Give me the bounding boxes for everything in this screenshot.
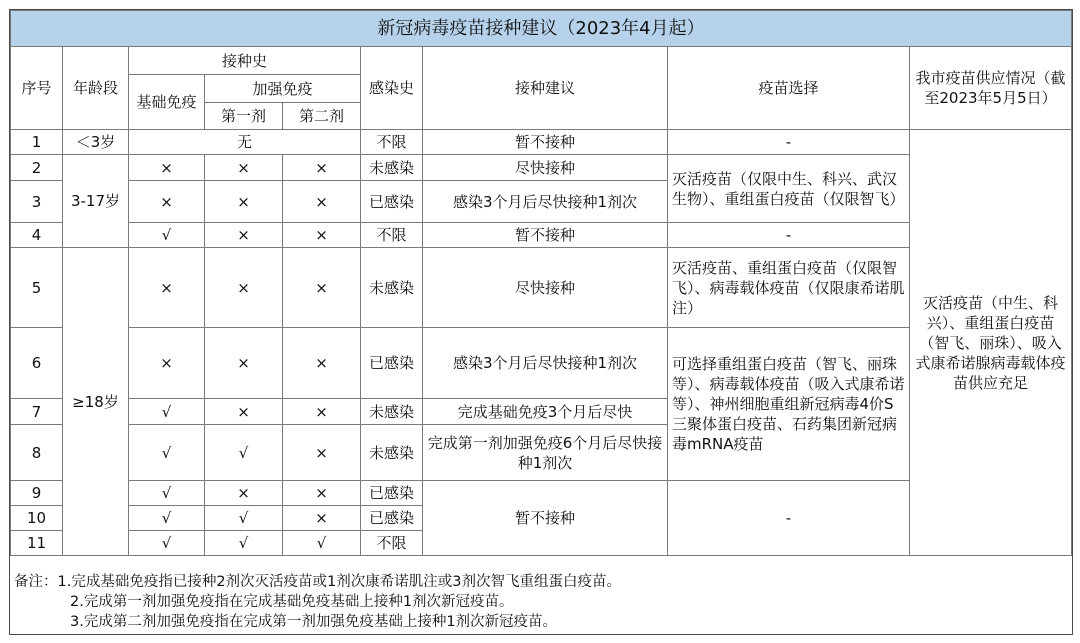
dose2-mark: × (283, 248, 361, 328)
age-18-plus: ≥18岁 (63, 248, 129, 556)
row-advice: 完成基础免疫3个月后尽快 (423, 399, 668, 425)
dose1-mark: √ (205, 506, 283, 531)
row-infection: 不限 (361, 223, 423, 248)
dose2-mark: × (283, 481, 361, 506)
header-dose1: 第一剂 (205, 103, 283, 130)
supply-info: 灭活疫苗（中生、科兴）、重组蛋白疫苗（智飞、丽珠）、吸入式康希诺腺病毒载体疫苗供应充足 (910, 130, 1072, 556)
dose1-mark: × (205, 248, 283, 328)
row-advice: 暂不接种 (423, 130, 668, 155)
basic-mark: √ (129, 399, 205, 425)
vaccine-child: 灭活疫苗（仅限中生、科兴、武汉生物）、重组蛋白疫苗（仅限智飞） (668, 155, 910, 223)
row-seq: 2 (11, 155, 63, 181)
basic-mark: × (129, 248, 205, 328)
row-seq: 4 (11, 223, 63, 248)
dose2-mark: × (283, 223, 361, 248)
row-seq: 8 (11, 425, 63, 481)
dose2-mark: × (283, 181, 361, 223)
row-infection: 已感染 (361, 481, 423, 506)
dose2-mark: × (283, 155, 361, 181)
row-advice: 暂不接种 (423, 481, 668, 556)
row-advice: 尽快接种 (423, 155, 668, 181)
age-under-3: ＜3岁 (63, 130, 129, 155)
row-infection: 已感染 (361, 328, 423, 399)
basic-mark: √ (129, 531, 205, 556)
header-basic: 基础免疫 (129, 75, 205, 130)
row-advice: 感染3个月后尽快接种1剂次 (423, 181, 668, 223)
row-infection: 不限 (361, 130, 423, 155)
dose2-mark: × (283, 425, 361, 481)
header-dose2: 第二剂 (283, 103, 361, 130)
notes (14, 572, 621, 632)
note-line: 2.完成第一剂加强免疫指在完成基础免疫基础上接种1剂次新冠疫苗。 (70, 594, 514, 610)
dose1-mark: × (205, 399, 283, 425)
basic-mark: √ (129, 223, 205, 248)
basic-mark: × (129, 155, 205, 181)
dose2-mark: √ (283, 531, 361, 556)
header-infection: 感染史 (361, 47, 423, 130)
note-line: 备注：1.完成基础免疫指已接种2剂次灭活疫苗或1剂次康希诺肌注或3剂次智飞重组蛋白疫苗。 (14, 574, 622, 590)
vaccine-table (10, 10, 1072, 556)
dose2-mark: × (283, 506, 361, 531)
header-supply: 我市疫苗供应情况（截至2023年5月5日） (910, 47, 1072, 130)
row-advice: 完成第一剂加强免疫6个月后尽快接种1剂次 (423, 425, 668, 481)
row-infection: 未感染 (361, 248, 423, 328)
row-infection: 未感染 (361, 155, 423, 181)
row-seq: 11 (11, 531, 63, 556)
header-history: 接种史 (129, 47, 361, 75)
header-booster: 加强免疫 (205, 75, 361, 103)
header-vaccine: 疫苗选择 (668, 47, 910, 130)
note-line: 3.完成第二剂加强免疫指在完成第一剂加强免疫基础上接种1剂次新冠疫苗。 (70, 614, 558, 630)
row-infection: 未感染 (361, 425, 423, 481)
table-row (11, 130, 1072, 155)
basic-mark: × (129, 328, 205, 399)
row-infection: 未感染 (361, 399, 423, 425)
header-advice: 接种建议 (423, 47, 668, 130)
header-seq: 序号 (11, 47, 63, 130)
basic-mark: √ (129, 506, 205, 531)
row-seq: 9 (11, 481, 63, 506)
vaccine-table-frame (9, 9, 1073, 635)
vaccine-adult-other: 可选择重组蛋白疫苗（智飞、丽珠等）、病毒载体疫苗（吸入式康希诺等）、神州细胞重组新冠病毒4价S三聚体蛋白疫苗、石药集团新冠病毒mRNA疫苗 (668, 328, 910, 481)
row-seq: 5 (11, 248, 63, 328)
dose2-mark: × (283, 328, 361, 399)
row-vaccine: - (668, 130, 910, 155)
basic-mark: × (129, 181, 205, 223)
row-seq: 6 (11, 328, 63, 399)
basic-mark: √ (129, 425, 205, 481)
vaccine-adult-new: 灭活疫苗、重组蛋白疫苗（仅限智飞）、病毒载体疫苗（仅限康希诺肌注） (668, 248, 910, 328)
dose1-mark: × (205, 155, 283, 181)
row-advice: 尽快接种 (423, 248, 668, 328)
row-advice: 感染3个月后尽快接种1剂次 (423, 328, 668, 399)
dose1-mark: × (205, 328, 283, 399)
dose1-mark: × (205, 181, 283, 223)
row-advice: 暂不接种 (423, 223, 668, 248)
row-seq: 10 (11, 506, 63, 531)
row-infection: 已感染 (361, 506, 423, 531)
header-age: 年龄段 (63, 47, 129, 130)
dose2-mark: × (283, 399, 361, 425)
row-infection: 不限 (361, 531, 423, 556)
row-vaccine: - (668, 223, 910, 248)
row-seq: 7 (11, 399, 63, 425)
dose1-mark: √ (205, 531, 283, 556)
history-none: 无 (129, 130, 361, 155)
table-title: 新冠病毒疫苗接种建议（2023年4月起） (11, 11, 1072, 47)
age-3-17: 3-17岁 (63, 155, 129, 248)
row-seq: 3 (11, 181, 63, 223)
row-seq: 1 (11, 130, 63, 155)
dose1-mark: √ (205, 425, 283, 481)
row-infection: 已感染 (361, 181, 423, 223)
row-vaccine: - (668, 481, 910, 556)
dose1-mark: × (205, 223, 283, 248)
basic-mark: √ (129, 481, 205, 506)
dose1-mark: × (205, 481, 283, 506)
